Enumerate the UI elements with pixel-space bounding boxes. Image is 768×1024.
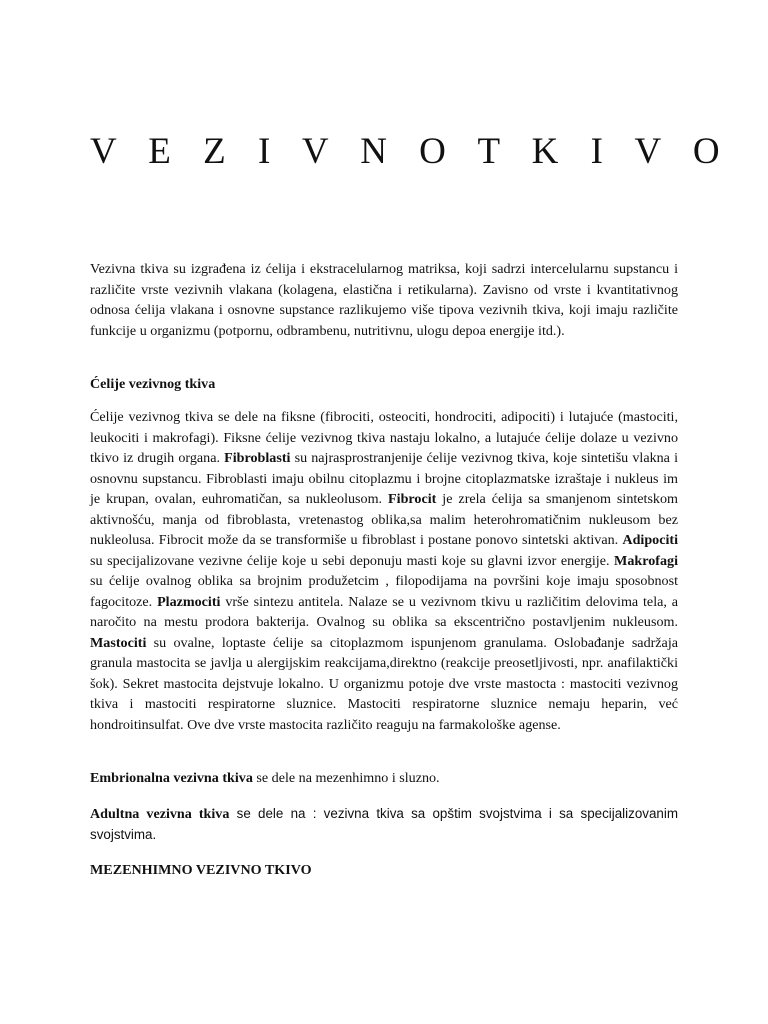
intro-paragraph: Vezivna tkiva su izgrađena iz ćelija i ekstracelularnog matriksa, koji sadrzi intercelularnu supstancu i različite vrste vezivnih vlakana (kolagena, elastična i retikularna). Zavisno od vrste i kvantitativnog odnosa ćelija vlakana i osnovne supstance razlikujemo više tipova vezivnih tkiva, koji imaju različite funkcije u organizmu (potpornu, odbrambenu, nutritivnu, ulogu depoa energije itd.). <box>90 261 678 339</box>
cells-text: su specijalizovane vezivne ćelije koje u sebi deponuju masti koje su glavni izvor energije. <box>90 552 615 569</box>
adult-paragraph <box>90 804 678 845</box>
embryonic-text: se dele na mezenhimno i sluzno. <box>252 770 440 786</box>
cells-text: su najrasprostranjenije ćelije vezivnog tkiva, koje sintetišu vlakna i osnovnu supstancu. Fibroblasti imaju obilnu citoplazmu i brojne citoplazmatske izraštaje i nukleus im je krupan, ovalan, euhromatičan, sa nukleolusom. <box>90 450 678 507</box>
mesenchyme-heading: MEZENHIMNO VEZIVNO TKIVO <box>90 862 312 878</box>
term-adultna: Adultna vezivna tkiva <box>90 806 230 822</box>
document-title: V E Z I V N O T K I V O <box>90 131 732 172</box>
cells-text: vrše sintezu antitela. Nalaze se u vezivnom tkivu u različitim delovima tela, a naročito na mestu prodora bakterija. Ovalnog su oblika sa ekscentrično postavljenim nukleusom. <box>90 593 678 630</box>
term-mastociti: Mastociti <box>90 634 147 651</box>
cells-text: su ćelije ovalnog oblika sa brojnim produžetcim , filopodijama na površini koje imaju sposobnost fagocitoze. <box>90 573 678 610</box>
term-fibrocit: Fibrocit <box>388 491 437 507</box>
cells-text: Ćelije vezivnog tkiva se dele na fiksne (fibrociti, osteociti, hondrociti, adipociti) i lutajuće (mastociti, leukociti i makrofagi). Fiksne ćelije vezivnog tkiva nastaju lokalno, a lutajuće ćelije dolaze u vezivno tkivo iz drugih organa. <box>90 409 678 466</box>
term-plazmociti: Plazmociti <box>157 593 221 610</box>
term-adipociti: Adipociti <box>622 532 678 548</box>
cells-paragraph <box>90 407 678 735</box>
adult-text: se dele na : vezivna tkiva sa opštim svojstvima i sa specijalizovanim svojstvima. <box>90 806 678 842</box>
term-fibroblasti: Fibroblasti <box>224 450 291 466</box>
term-makrofagi: Makrofagi <box>614 552 678 569</box>
cells-heading: Ćelije vezivnog tkiva <box>90 376 216 392</box>
cells-text: je zrela ćelija sa smanjenom sintetskom aktivnošću, manja od fibroblasta, vretenastog oblika,sa malim heterohromatičnim nukleusom bez nukleolusa. Fibrocit može da se transformiše u fibroblast i postane ponovo sintetski aktivan. <box>90 491 678 548</box>
term-embrionalna: Embrionalna vezivna tkiva <box>90 770 253 786</box>
cells-text: su ovalne, loptaste ćelije sa citoplazmom ispunjenom granulama. Oslobađanje sadržaja granula mastocita se javlja u alergijskim reakcijama,direktno (reakcije preosetljivosti, npr. anafilaktički šok). Sekret mastocita dejstvuje lokalno. U organizmu potoje dve vrste mastocta : mastociti vezivnog tkiva i mastociti respiratorne sluznice. Mastociti respiratorne sluznice nemaju heparin, već hondroitinsulfat. Ove dve vrste mastocita različito reaguju na farmakološke agense. <box>90 634 678 733</box>
embryonic-paragraph <box>90 768 678 789</box>
